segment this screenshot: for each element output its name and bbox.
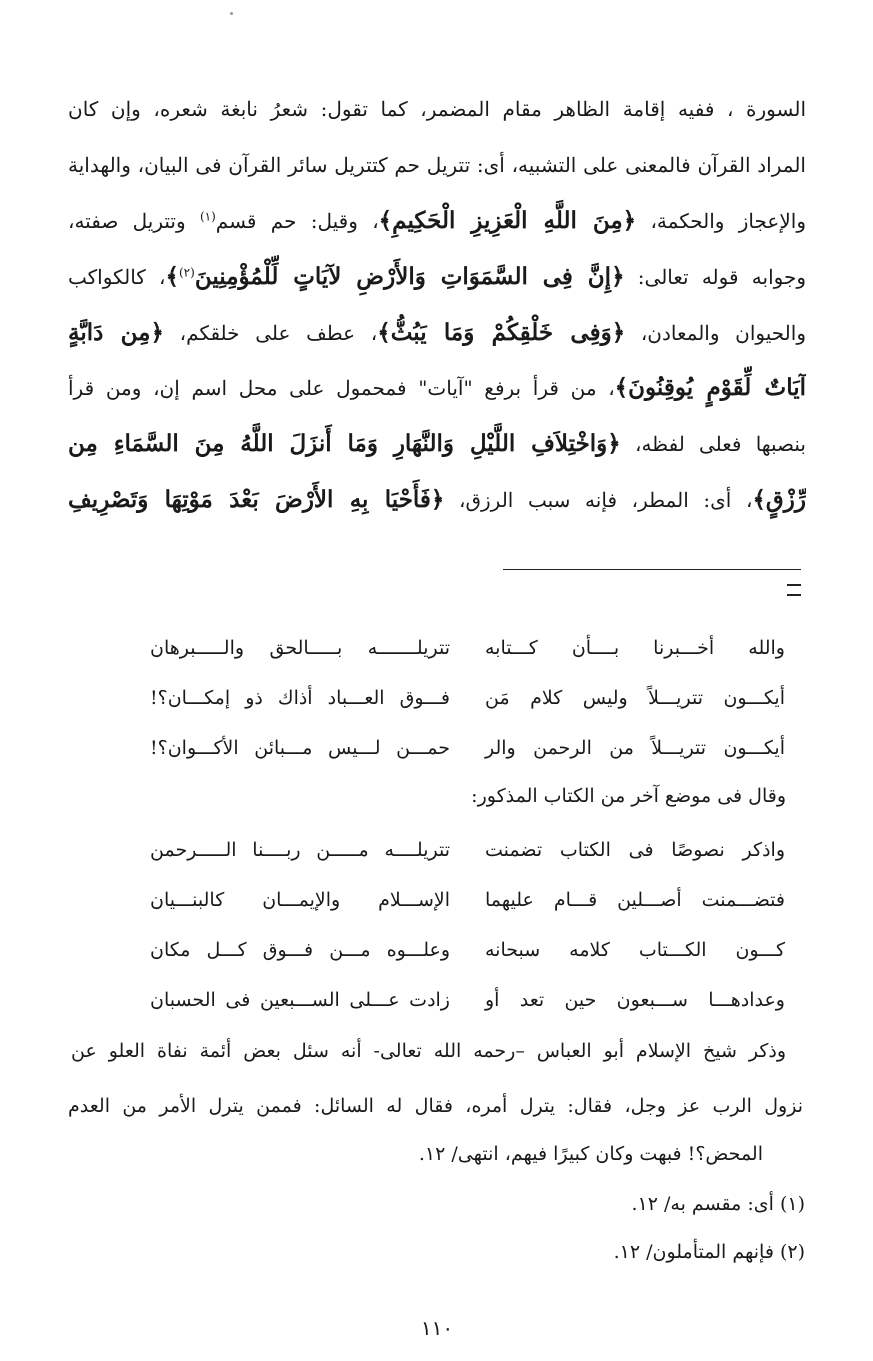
main-text-line [68, 360, 806, 416]
quran-quote: ﴿وَاخْتِلاَفِ اللَّيْلِ وَالنَّهَارِ وَمَا أَنزَلَ اللَّهُ مِنَ السَّمَاءِ مِن [68, 430, 621, 458]
main-text-line [68, 193, 806, 249]
footnote-ref: (٢) [178, 265, 195, 280]
footnote-prose-line: نزول الرب عز وجل، فقال: يترل أمره، فقال له السائل: فممن يترل الأمر من العدم [68, 1095, 803, 1117]
verse-first-hemistich: أيكـــون تتريـــلاً وليس كلام مَن [485, 687, 785, 709]
quran-quote: آيَاتٌ لِّقَوْمٍ يُوقِنُونَ﴾ [614, 374, 806, 402]
verse-second-hemistich: حمـــن لـــيس مـــبائن الأكـــوان؟! [150, 737, 450, 759]
quran-quote: ﴿إِنَّ فِى السَّمَوَاتِ وَالأَرْضِ لآيَاتٍ لِّلْمُؤْمِنِينَ [194, 263, 625, 291]
footnote-note: (٢) فإنهم المتأملون/ ١٢. [613, 1241, 805, 1263]
page-number: ١١٠ [420, 1316, 454, 1340]
text-segment: وجوابه قوله تعالى: [624, 265, 806, 290]
text-segment: ، عطف على خلقكم، [163, 320, 378, 345]
verse-row [150, 680, 785, 716]
main-text-block [68, 82, 806, 528]
text-segment: ، من قرأ برفع "آيات" فمحمول على محل اسم إن، ومن قرأ [68, 376, 615, 401]
main-text-line [68, 472, 806, 528]
verse-first-hemistich: فتضـــمنت أصـــلين قـــام عليهما [485, 889, 785, 911]
verse-second-hemistich: زادت عـــلى الســـبعين فى الحسبان [150, 989, 450, 1011]
verse-row [150, 882, 785, 918]
verse-second-hemistich: الإســـلام والإيمـــان كالبنـــيان [150, 889, 450, 911]
verse-second-hemistich: وعلـــوه مـــن فـــوق كـــل مكان [150, 939, 450, 961]
text-segment: والإعجاز والحكمة، [636, 209, 806, 234]
main-text-line [68, 305, 806, 361]
verse-first-hemistich: أيكـــون تتريـــلاً من الرحمن والر [485, 737, 785, 759]
verse-row [150, 630, 785, 666]
footnote-prose-line: المحض؟! فبهت وكان كبيرًا فيهم، انتهى/ ١٢. [418, 1143, 763, 1165]
quran-quote: ﴿مِنَ اللَّهِ الْعَزِيزِ الْحَكِيمِ﴾ [378, 207, 637, 235]
quran-quote: ﴿فَأَحْيَا بِهِ الأَرْضَ بَعْدَ مَوْتِهَا وَتَصْرِيفِ [68, 485, 445, 513]
text-segment: المراد القرآن فالمعنى على التشبيه، أى: تتريل حم كتتريل سائر القرآن فى البيان، والهداية [68, 152, 806, 177]
verse-second-hemistich: فـــوق العـــباد أذاك ذو إمكـــان؟! [150, 687, 450, 709]
text-segment: السورة ، ففيه إقامة الظاهر مقام المضمر، كما تقول: شعرُ نابغة شعره، وإن كان [68, 97, 806, 121]
verse-second-hemistich: تتريلــــه مـــــن ربــــنا الـــــرحمن [150, 839, 450, 861]
main-text-line [68, 82, 806, 138]
quran-quote: ﴾ [165, 263, 179, 291]
text-segment: بنصبها فعلى لفظه، [620, 432, 806, 457]
verse-row [150, 982, 785, 1018]
text-segment: ، كالكواكب [68, 265, 166, 290]
text-segment: وتتريل صفته، [68, 209, 200, 234]
text-segment: ، وقيل: حم قسم [215, 209, 379, 234]
quran-quote: رِّزْقٍ﴾ [752, 485, 806, 513]
quran-quote: ﴿مِن دَابَّةٍ [68, 318, 164, 346]
verse-row [150, 730, 785, 766]
continuation-mark [787, 584, 801, 596]
verse-first-hemistich: والله أخـــبرنا بــــأن كـــتابه [485, 637, 785, 659]
footnote-ref: (١) [199, 209, 216, 224]
verse-first-hemistich: واذكر نصوصًا فى الكتاب تضمنت [485, 839, 785, 861]
main-text-line [68, 138, 806, 194]
text-segment: والحيوان والمعادن، [625, 320, 806, 345]
footnote-note: (١) أى: مقسم به/ ١٢. [631, 1193, 805, 1215]
footnote-separator [503, 569, 801, 570]
verse-second-hemistich: تتريلـــــــه بـــــالحق والـــــبرهان [150, 637, 450, 659]
main-text-line [68, 416, 806, 472]
verse-row [150, 832, 785, 868]
footnote-intro: وقال فى موضع آخر من الكتاب المذكور: [471, 785, 786, 807]
main-text-line [68, 249, 806, 305]
verse-first-hemistich: وعدادهـــا ســـبعون حين تعد أو [485, 989, 785, 1011]
scan-speck [230, 12, 233, 15]
verse-first-hemistich: كـــون الكـــتاب كلامه سبحانه [485, 939, 785, 961]
text-segment: ، أى: المطر، فإنه سبب الرزق، [444, 487, 753, 512]
quran-quote: ﴿وَفِى خَلْقِكُمْ وَمَا يَبُثُّ﴾ [377, 318, 626, 346]
footnote-prose-line: وذكر شيخ الإسلام أبو العباس –رحمه الله تعالى- أنه سئل بعض أئمة نفاة العلو عن [71, 1040, 786, 1062]
verse-row [150, 932, 785, 968]
